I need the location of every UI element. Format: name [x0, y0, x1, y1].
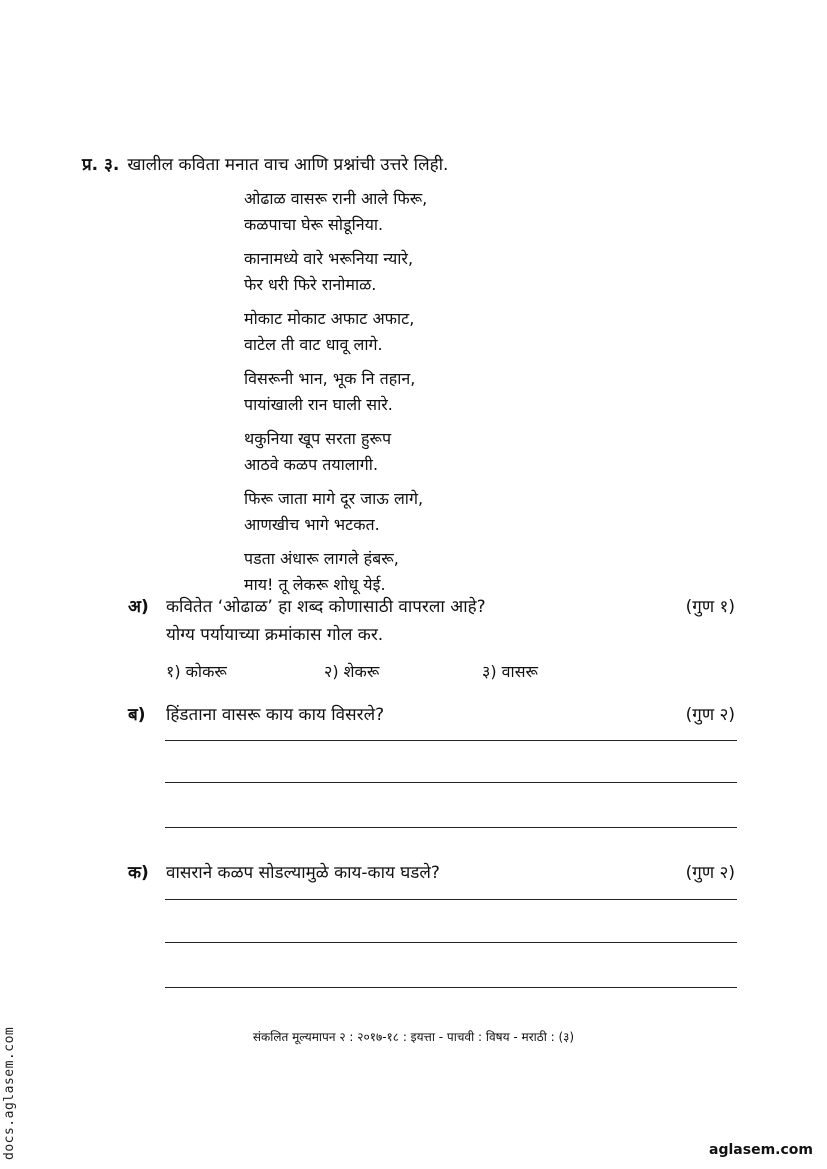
sub-a-instruction: योग्य पर्यायाच्या क्रमांकास गोल कर.: [166, 625, 384, 645]
sub-a-marks: (गुण १): [685, 597, 735, 617]
poem: [244, 186, 564, 606]
poem-line: फिरू जाता मागे दूर जाऊ लागे,: [244, 489, 424, 508]
poem-line: पायांखाली रान घाली सारे.: [244, 395, 393, 414]
poem-stanza: [244, 186, 564, 238]
question-instruction: खालील कविता मनात वाच आणि प्रश्नांची उत्तरे लिही.: [127, 155, 449, 175]
answer-line[interactable]: [165, 782, 737, 783]
brand-watermark: aglasem.com: [709, 1142, 813, 1158]
poem-line: ओढाळ वासरू रानी आले फिरू,: [244, 189, 428, 208]
sub-c-question: वासराने कळप सोडल्यामुळे काय-काय घडले?: [166, 863, 440, 883]
poem-line: फेर धरी फिरे रानोमाळ.: [244, 275, 377, 294]
poem-stanza: [244, 366, 564, 418]
answer-line[interactable]: [165, 740, 737, 741]
poem-line: विसरूनी भान, भूक नि तहान,: [244, 369, 416, 388]
option-1[interactable]: १) कोकरू: [166, 662, 227, 681]
sub-c-marks: (गुण २): [685, 863, 735, 883]
poem-line: आणखीच भागे भटकत.: [244, 515, 380, 534]
sub-a-label: अ): [128, 597, 149, 617]
option-2[interactable]: २) शेकरू: [324, 662, 380, 681]
sub-b-question: हिंडताना वासरू काय काय विसरले?: [166, 705, 385, 725]
sub-c-label: क): [128, 863, 149, 883]
poem-line: मोकाट मोकाट अफाट अफाट,: [244, 309, 415, 328]
poem-stanza: [244, 306, 564, 358]
poem-line: कानामध्ये वारे भरूनिया न्यारे,: [244, 249, 414, 268]
answer-line[interactable]: [165, 987, 737, 988]
sub-b-label: ब): [128, 705, 146, 725]
poem-line: माय! तू लेकरू शोधू येई.: [244, 575, 386, 594]
answer-line[interactable]: [165, 899, 737, 900]
sub-a-question: कवितेत ‘ओढाळ’ हा शब्द कोणासाठी वापरला आहे?: [166, 597, 486, 617]
page-footer: संकलित मूल्यमापन २ : २०१७-१८ : इयत्ता - पाचवी : विषय - मराठी : (३): [252, 1030, 575, 1044]
side-watermark: docs.aglasem.com: [2, 1026, 17, 1160]
poem-line: आठवे कळप तयालागी.: [244, 455, 379, 474]
sub-b-marks: (गुण २): [685, 705, 735, 725]
answer-line[interactable]: [165, 827, 737, 828]
poem-stanza: [244, 246, 564, 298]
poem-line: पडता अंधारू लागले हंबरू,: [244, 549, 399, 568]
poem-stanza: [244, 486, 564, 538]
poem-line: वाटेल ती वाट धावू लागे.: [244, 335, 383, 354]
question-heading: [82, 152, 448, 175]
question-number: प्र. ३.: [82, 155, 120, 175]
poem-line: थकुनिया खूप सरता हुरूप: [244, 429, 392, 448]
poem-stanza: [244, 546, 564, 598]
poem-line: कळपाचा घेरू सोडूनिया.: [244, 215, 384, 234]
option-3[interactable]: ३) वासरू: [482, 662, 538, 681]
poem-stanza: [244, 426, 564, 478]
answer-line[interactable]: [165, 942, 737, 943]
